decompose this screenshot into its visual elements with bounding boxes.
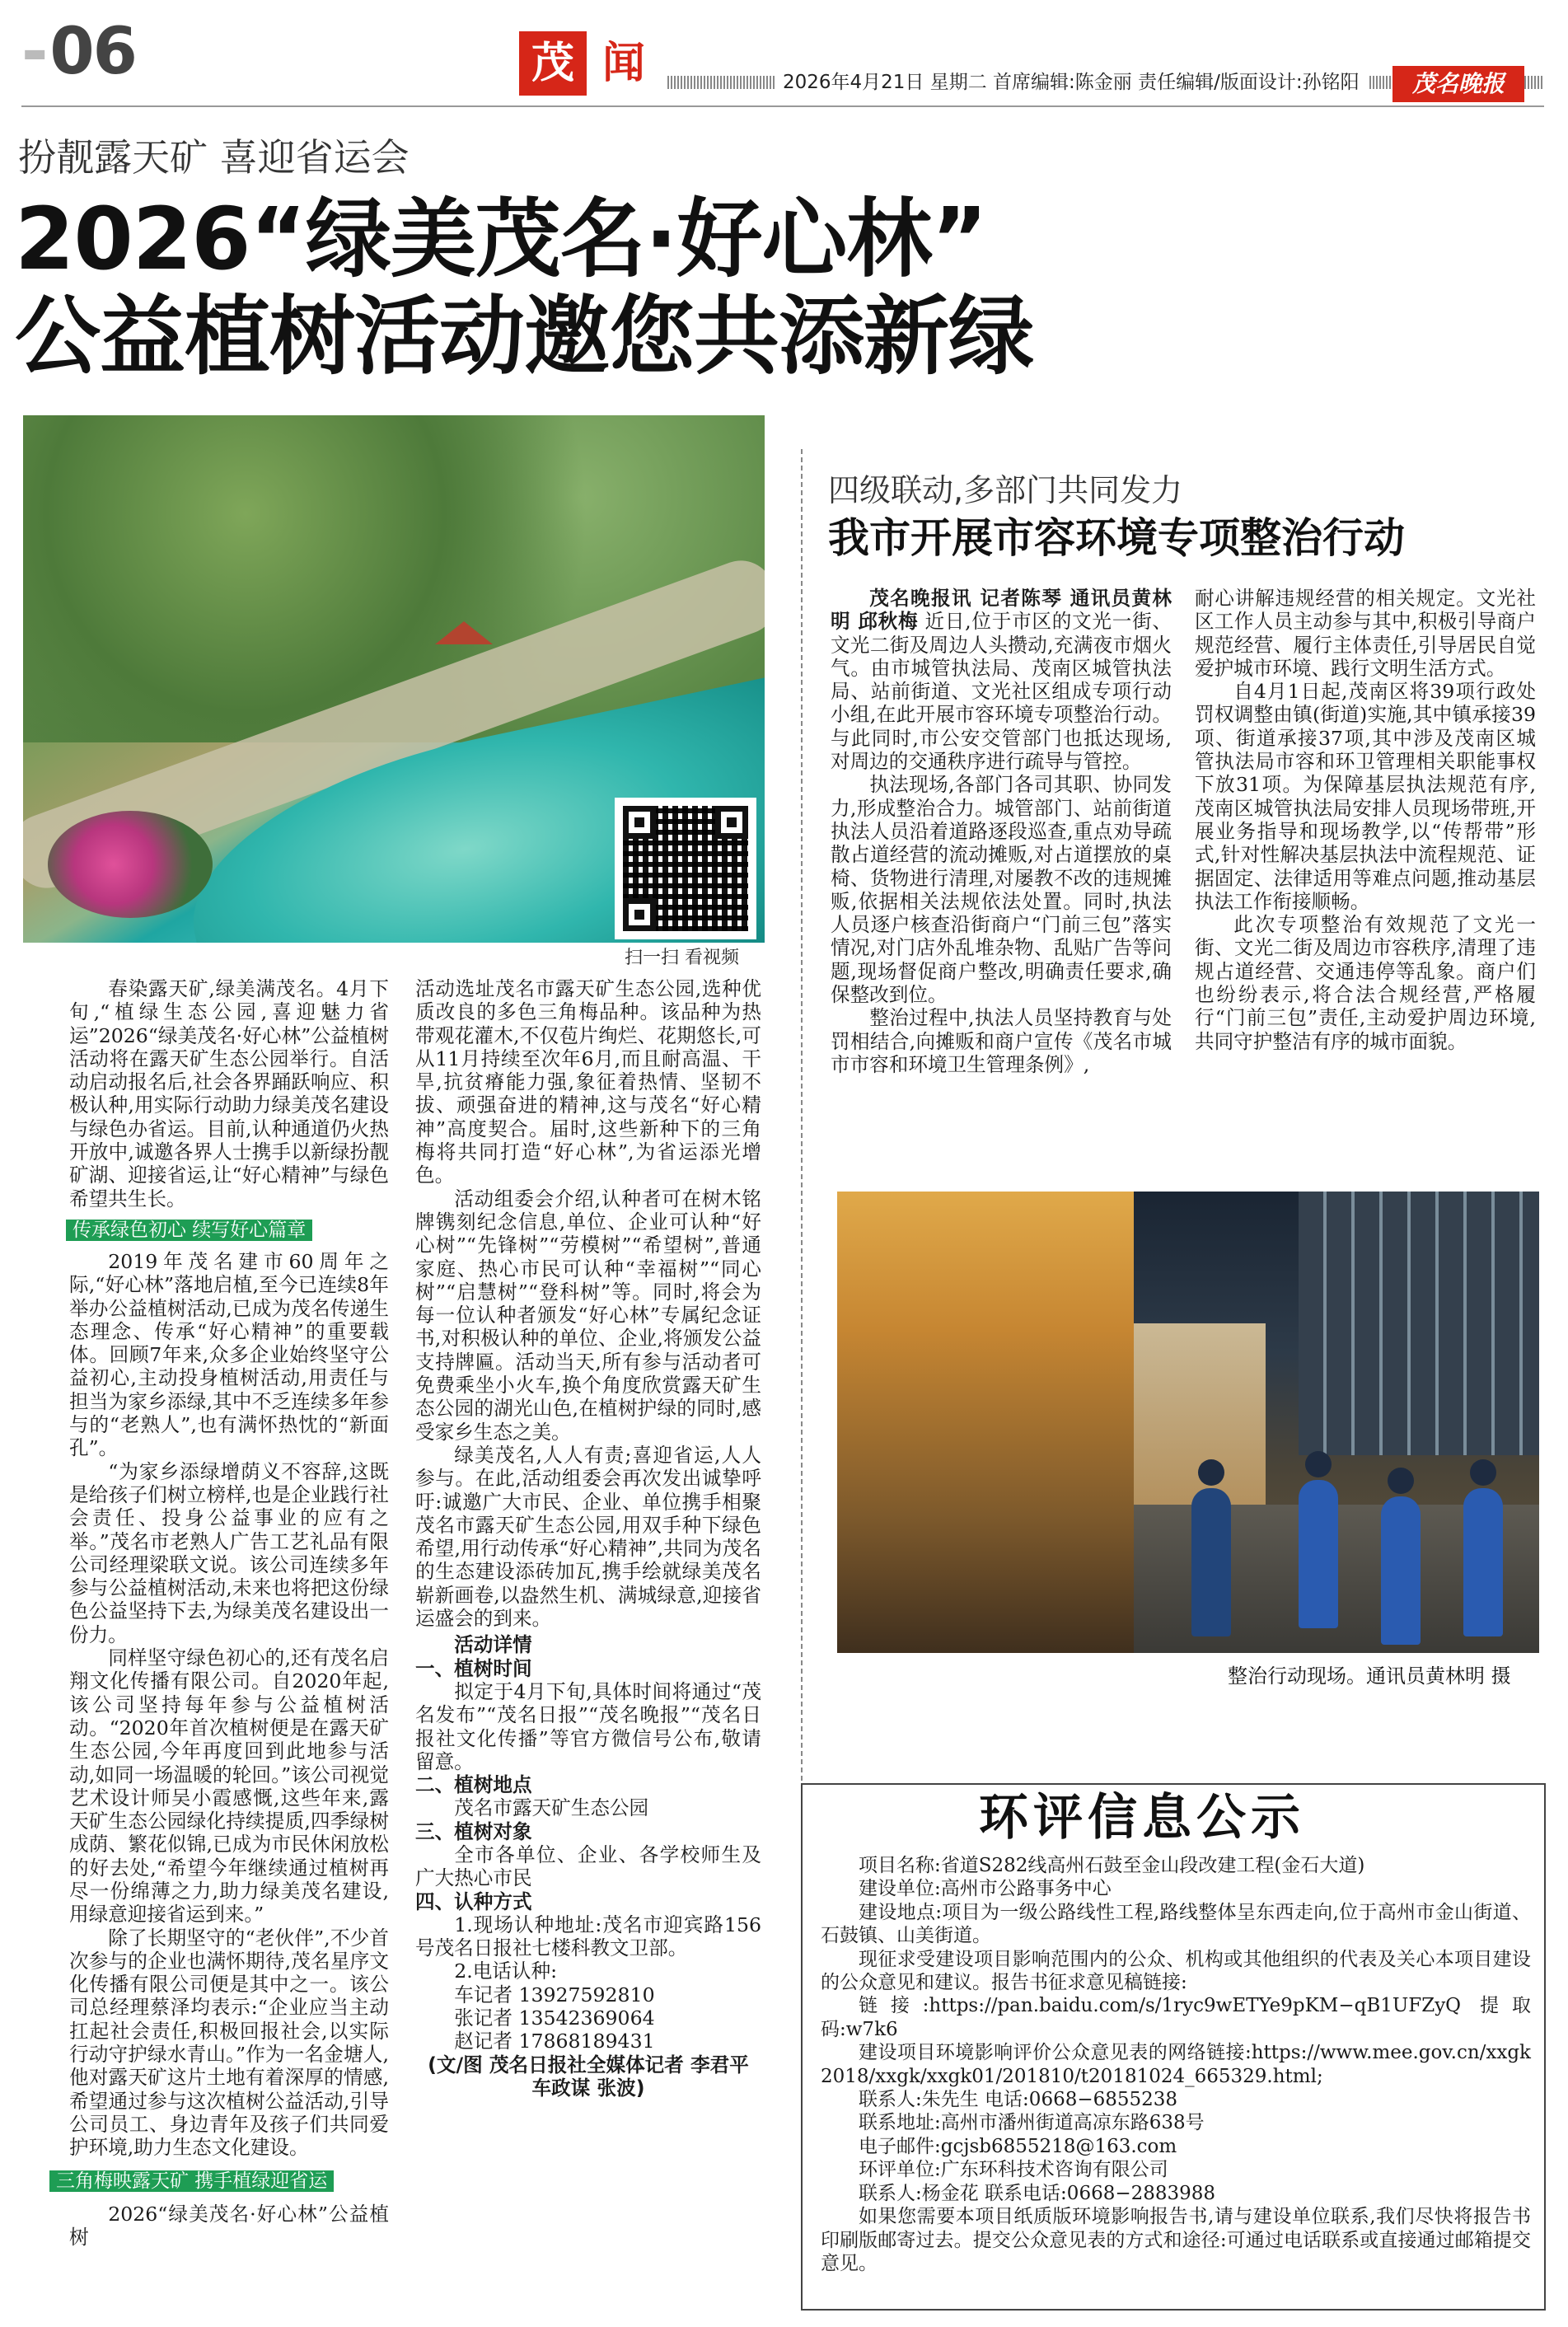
qr-pattern — [623, 806, 748, 931]
subhead-green: 三角梅映露天矿 携手植绿迎省运 — [49, 2170, 334, 2192]
detail-heading: 二、植树地点 — [415, 1773, 532, 1797]
detail-heading: 四、认种方式 — [415, 1889, 532, 1913]
lead-kicker: 扮靓露天矿 喜迎省运会 — [18, 135, 410, 180]
phone-line: 赵记者 17868189431 — [454, 2030, 655, 2053]
lead-title-line1: 2026“绿美茂名·好心林” — [15, 189, 987, 289]
notice-line: 建设单位:高州市公路事务中心 — [859, 1878, 1112, 1900]
detail-text: 全市各单位、企业、各学校师生及广大热心市民 — [415, 1842, 761, 1890]
section-label — [519, 31, 658, 96]
right-photo-caption: 整治行动现场。通讯员黄林明 摄 — [1228, 1664, 1511, 1688]
notice-line: 现征求受建设项目影响范围内的公众、机构或其他组织的代表及关心本项目建设的公众意见和建议。报告书征求意见稿链接: — [821, 1948, 1531, 1994]
right-kicker: 四级联动,多部门共同发力 — [828, 472, 1183, 508]
paragraph: 春染露天矿,绿美满茂名。4月下旬,“植绿生态公园,喜迎魅力省运”2026“绿美茂名·好心林”公益植树活动将在露天矿生态公园举行。自活动启动报名后,社会各界踊跃响应、积极认种,用实际行动助力绿美茂名建设与绿色办省运。目前,认种通道仍火热开放中,诚邀各界人士携手以新绿扮靓矿湖、迎接省运,让“好心精神”与绿色希望共生长。 — [69, 977, 389, 1210]
qr-code[interactable] — [615, 798, 756, 939]
notice-link[interactable]: 链接:https://pan.baidu.com/s/1ryc9wETYe9pKM−qB1UFZyQ 提取码:w7k6 — [821, 1995, 1531, 2040]
paragraph: 自4月1日起,茂南区将39项行政处罚权调整由镇(街道)实施,其中镇承接39项、街道承接37项,其中涉及茂南区城管执法局市容和环卫管理相关职能事权下放31项。为保障基层执法规范有序,茂南区城管执法局安排人员现场带班,开展业务指导和现场教学,以“传帮带”形式,针对性解决基层执法中流程规范、证据固定、法律适用等难点问题,推动基层执法工作衔接顺畅。 — [1195, 680, 1536, 913]
detail-heading: 三、植树对象 — [415, 1819, 532, 1843]
photo-shopfront — [837, 1192, 1134, 1653]
section-char-2: 闻 — [601, 38, 645, 88]
lead-column-a — [56, 977, 389, 2249]
photo-officer — [1299, 1480, 1338, 1628]
right-column-b — [1195, 587, 1536, 1053]
notice-body — [821, 1854, 1531, 2275]
notice-line: 联系人:杨金花 联系电话:0668−2883988 — [859, 2182, 1216, 2204]
notice-line: 联系地址:高州市潘州街道高凉东路638号 — [859, 2112, 1205, 2134]
notice-line: 项目名称:省道S282线高州石鼓至金山段改建工程(金石大道) — [859, 1855, 1365, 1876]
notice-line: 建设地点:项目为一级公路线性工程,路线整体呈东西走向,位于高州市金山街道、石鼓镇、山美街道。 — [821, 1901, 1531, 1947]
detail-text: 茂名市露天矿生态公园 — [454, 1796, 649, 1820]
header-info: 2026年4月21日 星期二 首席编辑:陈金丽 责任编辑/版面设计:孙铭阳 — [775, 71, 1368, 94]
paragraph: “为家乡添绿增荫义不容辞,这既是给孩子们树立榜样,也是企业践行社会责任、投身公益事业的应有之举。”茂名市老熟人广告工艺礼品有限公司经理梁联文说。该公司连续多年参与公益植树活动,未来也将把这份绿色公益坚持下去,为绿美茂名建设出一份力。 — [69, 1459, 389, 1646]
photo-officer-head — [1198, 1459, 1224, 1486]
detail-text: 1.现场认种地址:茂名市迎宾路156号茂名日报社七楼科教文卫部。 — [415, 1913, 761, 1960]
phone-line: 张记者 13542369064 — [454, 2006, 655, 2030]
photo-officer — [1191, 1488, 1231, 1636]
right-title: 我市开展市容环境专项整治行动 — [828, 514, 1405, 562]
paragraph: 此次专项整治有效规范了文光一街、文光二街及周边市容秩序,清理了违规占道经营、交通违停等乱象。商户们也纷纷表示,将合法合规经营,严格履行“门前三包”责任,主动爱护周边环境,共同守护整洁有序的城市面貌。 — [1195, 913, 1536, 1053]
newspaper-logo: 茂名晚报 — [1392, 66, 1524, 102]
detail-text: 2.电话认种: — [454, 1959, 558, 1983]
phone-line: 车记者 13927592810 — [454, 1983, 655, 2006]
notice-link[interactable]: 建设项目环境影响评价公众意见表的网络链接:https://www.mee.gov.cn/xxgk2018/xxgk/xxgk01/201810/t20181024_665329.html; — [821, 2042, 1531, 2087]
byline: 茂名晚报讯 记者陈琴 通讯员黄林明 邱秋梅 — [831, 587, 1172, 634]
photo-officer-head — [1388, 1468, 1414, 1494]
credit-line: (文/图 茂名日报社全媒体记者 李君平 车政谋 张波) — [428, 2053, 749, 2100]
paragraph: 整治过程中,执法人员坚持教育与处罚相结合,向摊贩和商户宣传《茂名市城市市容和环境卫生管理条例》, — [831, 1006, 1172, 1076]
paragraph: 活动组委会介绍,认种者可在树木铭牌镌刻纪念信息,单位、企业可认种“好心树”“先锋树”“劳模树”“希望树”,普通家庭、热心市民可认种“幸福树”“同心树”“启慧树”“登科树”等。同时,将会为每一位认种者颁发“好心林”专属纪念证书,对积极认种的单位、企业,将颁发公益支持牌匾。活动当天,所有参与活动者可免费乘坐小火车,换个角度欣赏露天矿生态公园的湖光山色,在植树护绿的同时,感受家乡生态之美。 — [415, 1187, 761, 1444]
photo-officer-head — [1305, 1451, 1332, 1477]
right-column-a — [831, 587, 1172, 1076]
lead-title-line2: 公益植树活动邀您共添新绿 — [15, 286, 1034, 386]
paragraph: 同样坚守绿色初心的,还有茂名启翔文化传播有限公司。自2020年起,该公司坚持每年参与公益植树活动。“2020年首次植树便是在露天矿生态公园,今年再度回到此地参与活动,如同一场温暖的轮回。”该公司视觉艺术设计师吴小霞感慨,这些年来,露天矿生态公园绿化持续提质,四季绿树成荫、繁花似锦,已成为市民休闲放松的好去处,“希望今年继续通过植树再尽一份绵薄之力,助力绿美茂名建设,用绿意迎接省运到来。” — [69, 1646, 389, 1927]
photo-officer-head — [1470, 1459, 1496, 1486]
detail-heading: 一、植树时间 — [415, 1656, 532, 1680]
paragraph: 绿美茂名,人人有责;喜迎省运,人人参与。在此,活动组委会再次发出诚挚呼吁:诚邀广大市民、企业、单位携手相聚茂名市露天矿生态公园,用双手种下绿色希望,用行动传承“好心精神”,共同为茂名的生态建设添砖加瓦,携手绘就绿美茂名崭新画卷,以盎然生机、满城绿意,迎接省运盛会的到来。 — [415, 1443, 761, 1631]
notice-line: 联系人:朱先生 电话:0668−6855238 — [859, 2089, 1178, 2111]
paragraph: 2026“绿美茂名·好心林”公益植树 — [69, 2202, 389, 2249]
column-divider — [801, 449, 803, 1990]
paragraph: 活动选址茂名市露天矿生态公园,选种优质改良的多色三角梅品种。该品种为热带观花灌木,不仅苞片绚烂、花期悠长,可从11月持续至次年6月,而且耐高温、干旱,抗贫瘠能力强,象征着热情、坚韧不拔、顽强奋进的精神,这与茂名“好心精神”高度契合。届时,这些新种下的三角梅将共同打造“好心林”,为省运添光增色。 — [415, 977, 761, 1187]
photo-building — [1299, 1192, 1539, 1455]
subhead-green: 传承绿色初心 续写好心篇章 — [66, 1220, 312, 1241]
notice-email[interactable]: 电子邮件:gcjsb6855218@163.com — [859, 2135, 1177, 2157]
paragraph: 近日,位于市区的文光一街、文光二街及周边人头攒动,充满夜市烟火气。由市城管执法局、茂南区城管执法局、站前街道、文光社区组成专项行动小组,在此开展市容环境专项整治行动。与此同时,市公安交管部门也抵达现场,对周边的交通秩序进行疏导与管控。 — [831, 610, 1172, 774]
notice-title: 环评信息公示 — [979, 1789, 1305, 1847]
notice-line: 环评单位:广东环科技术咨询有限公司 — [859, 2159, 1168, 2181]
photo-officer — [1463, 1488, 1503, 1636]
detail-text: 拟定于4月下旬,具体时间将通过“茂名发布”“茂名日报”“茂名晚报”“茂名日报社文化传播”等官方微信号公布,敬请留意。 — [415, 1679, 761, 1773]
photo-officer — [1381, 1496, 1421, 1645]
paragraph: 耐心讲解违规经营的相关规定。文光社区工作人员主动参与其中,积极引导商户规范经营、履行主体责任,引导居民自觉爱护城市环境、践行文明生活方式。 — [1195, 587, 1536, 680]
right-photo-night-street — [837, 1192, 1539, 1653]
lead-column-b — [415, 977, 761, 2100]
paragraph: 2019年茂名建市60周年之际,“好心林”落地启植,至今已连续8年举办公益植树活动,已成为茂名传递生态理念、传承“好心精神”的重要载体。回顾7年来,众多企业始终坚守公益初心,主动投身植树活动,用责任与担当为家乡添绿,其中不乏连续多年参与的“老熟人”,也有满怀热忱的“新面孔”。 — [69, 1249, 389, 1460]
page-number: -06 — [21, 15, 136, 89]
qr-caption: 扫一扫 看视频 — [625, 948, 739, 968]
paragraph: 执法现场,各部门各司其职、协同发力,形成整治合力。城管部门、站前街道执法人员沿着道路逐段巡查,重点劝导疏散占道经营的流动摊贩,对占道摆放的桌椅、货物进行清理,对屡教不改的违规摊贩,依据相关法规依法处置。同时,执法人员逐户核查沿街商户“门前三包”落实情况,对门店外乱堆杂物、乱贴广告等问题,现场督促商户整改,明确责任要求,确保整改到位。 — [831, 773, 1172, 1007]
header-divider — [21, 105, 1544, 107]
paragraph: 除了长期坚守的“老伙伴”,不少首次参与的企业也满怀期待,茂名星序文化传播有限公司便是其中之一。该公司总经理蔡泽均表示:“企业应当主动扛起社会责任,积极回报社会,以实际行动守护绿水青山。”作为一名金塘人,他对露天矿这片土地有着深厚的情感,希望通过参与这次植树公益活动,引导公司员工、身边青年及孩子们共同爱护环境,助力生态文化建设。 — [69, 1926, 389, 2160]
photo-flowers — [48, 811, 213, 918]
section-char-1: 茂 — [519, 31, 587, 96]
notice-line: 如果您需要本项目纸质版环境影响报告书,请与建设单位联系,我们尽快将报告书印刷版邮寄过去。提交公众意见表的方式和途径:可通过电话联系或直接通过邮箱提交意见。 — [821, 2206, 1531, 2274]
details-title: 活动详情 — [454, 1633, 532, 1657]
